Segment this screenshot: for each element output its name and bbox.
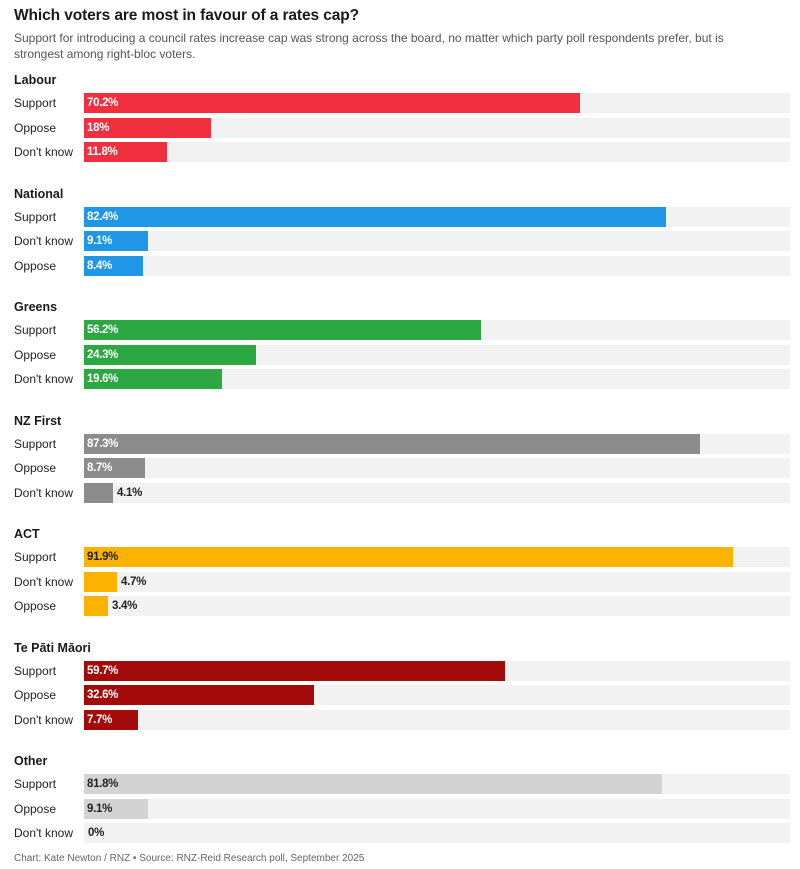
bar-track — [84, 483, 790, 503]
bar-category-label: Support — [14, 550, 57, 564]
bar-category-label: Oppose — [14, 599, 57, 614]
bar-value-label: 7.7% — [87, 713, 113, 726]
bar-category-label: Don't know — [14, 485, 73, 500]
bar — [84, 572, 117, 592]
bar-value-label: 9.1% — [87, 235, 113, 248]
bar — [84, 320, 481, 340]
bar-value-label: 11.8% — [87, 146, 118, 159]
bar-value-label: 0% — [88, 827, 105, 840]
bar-category-label: Don't know — [14, 826, 73, 841]
bar-value-label: 8.4% — [87, 259, 113, 272]
bar-track — [84, 231, 790, 251]
bar-track — [84, 799, 790, 819]
bar-category-label: Oppose — [14, 120, 57, 135]
bar-value-label: 59.7% — [87, 664, 119, 677]
bar-category-label: Oppose — [14, 461, 57, 476]
bar — [84, 596, 108, 616]
bar-value-label: 32.6% — [87, 689, 119, 702]
bar-value-label: 9.1% — [87, 802, 113, 815]
bar-category-label: Oppose — [14, 258, 57, 273]
bar — [84, 774, 662, 794]
bar-value-label: 81.8% — [87, 778, 119, 790]
group-title: Greens — [14, 300, 58, 314]
bar-category-label: Don't know — [14, 712, 73, 727]
bar-category-label: Oppose — [14, 347, 57, 362]
bar-track — [84, 572, 790, 592]
bar-category-label: Support — [14, 777, 57, 791]
bar-value-label: 87.3% — [87, 437, 119, 450]
bar-track — [84, 823, 790, 843]
bar — [84, 483, 113, 503]
group-title: Labour — [14, 73, 57, 87]
bar-value-label: 24.3% — [87, 348, 119, 361]
bar-category-label: Support — [14, 323, 57, 337]
bar-category-label: Don't know — [14, 372, 73, 387]
group-title: ACT — [14, 527, 40, 541]
bar-track — [84, 142, 790, 162]
bar-category-label: Support — [14, 209, 57, 224]
bar-value-label: 70.2% — [87, 97, 119, 109]
bar-value-label: 4.7% — [121, 575, 147, 588]
bar — [84, 661, 505, 681]
bar — [84, 547, 733, 567]
bar-value-label: 56.2% — [87, 324, 119, 336]
bar-category-label: Oppose — [14, 688, 57, 703]
chart-title: Which voters are most in favour of a rates cap? — [14, 7, 360, 24]
bar-track — [84, 458, 790, 478]
chart-source: Chart: Kate Newton / RNZ • Source: RNZ-Reid Research poll, September 2025 — [14, 853, 365, 864]
bar-category-label: Don't know — [14, 574, 73, 589]
bar-category-label: Don't know — [14, 145, 73, 160]
group-title: Te Pāti Māori — [14, 640, 91, 655]
bar — [84, 685, 314, 705]
bar-value-label: 82.4% — [87, 210, 119, 223]
bar-track — [84, 710, 790, 730]
bar-value-label: 91.9% — [87, 551, 119, 563]
bar-category-label: Support — [14, 663, 57, 678]
bar-value-label: 18% — [87, 121, 110, 134]
bar — [84, 93, 580, 113]
bar-track — [84, 256, 790, 276]
bar-value-label: 19.6% — [87, 373, 119, 386]
chart-subtitle: Support for introducing a council rates increase cap was strong across the board, no matter which party poll respondents prefer, but is strongest among right-bloc voters. — [14, 31, 724, 61]
bar-category-label: Support — [14, 96, 57, 110]
bar-value-label: 8.7% — [87, 462, 113, 475]
bar — [84, 434, 700, 454]
group-title: National — [14, 186, 64, 201]
bar-value-label: 3.4% — [112, 600, 138, 613]
bar — [84, 207, 666, 227]
bar-value-label: 4.1% — [117, 486, 143, 499]
bar-category-label: Support — [14, 436, 57, 451]
bar-category-label: Oppose — [14, 801, 57, 816]
group-title: Other — [14, 754, 48, 768]
group-title: NZ First — [14, 413, 62, 428]
bar-category-label: Don't know — [14, 234, 73, 249]
bar-track — [84, 596, 790, 616]
